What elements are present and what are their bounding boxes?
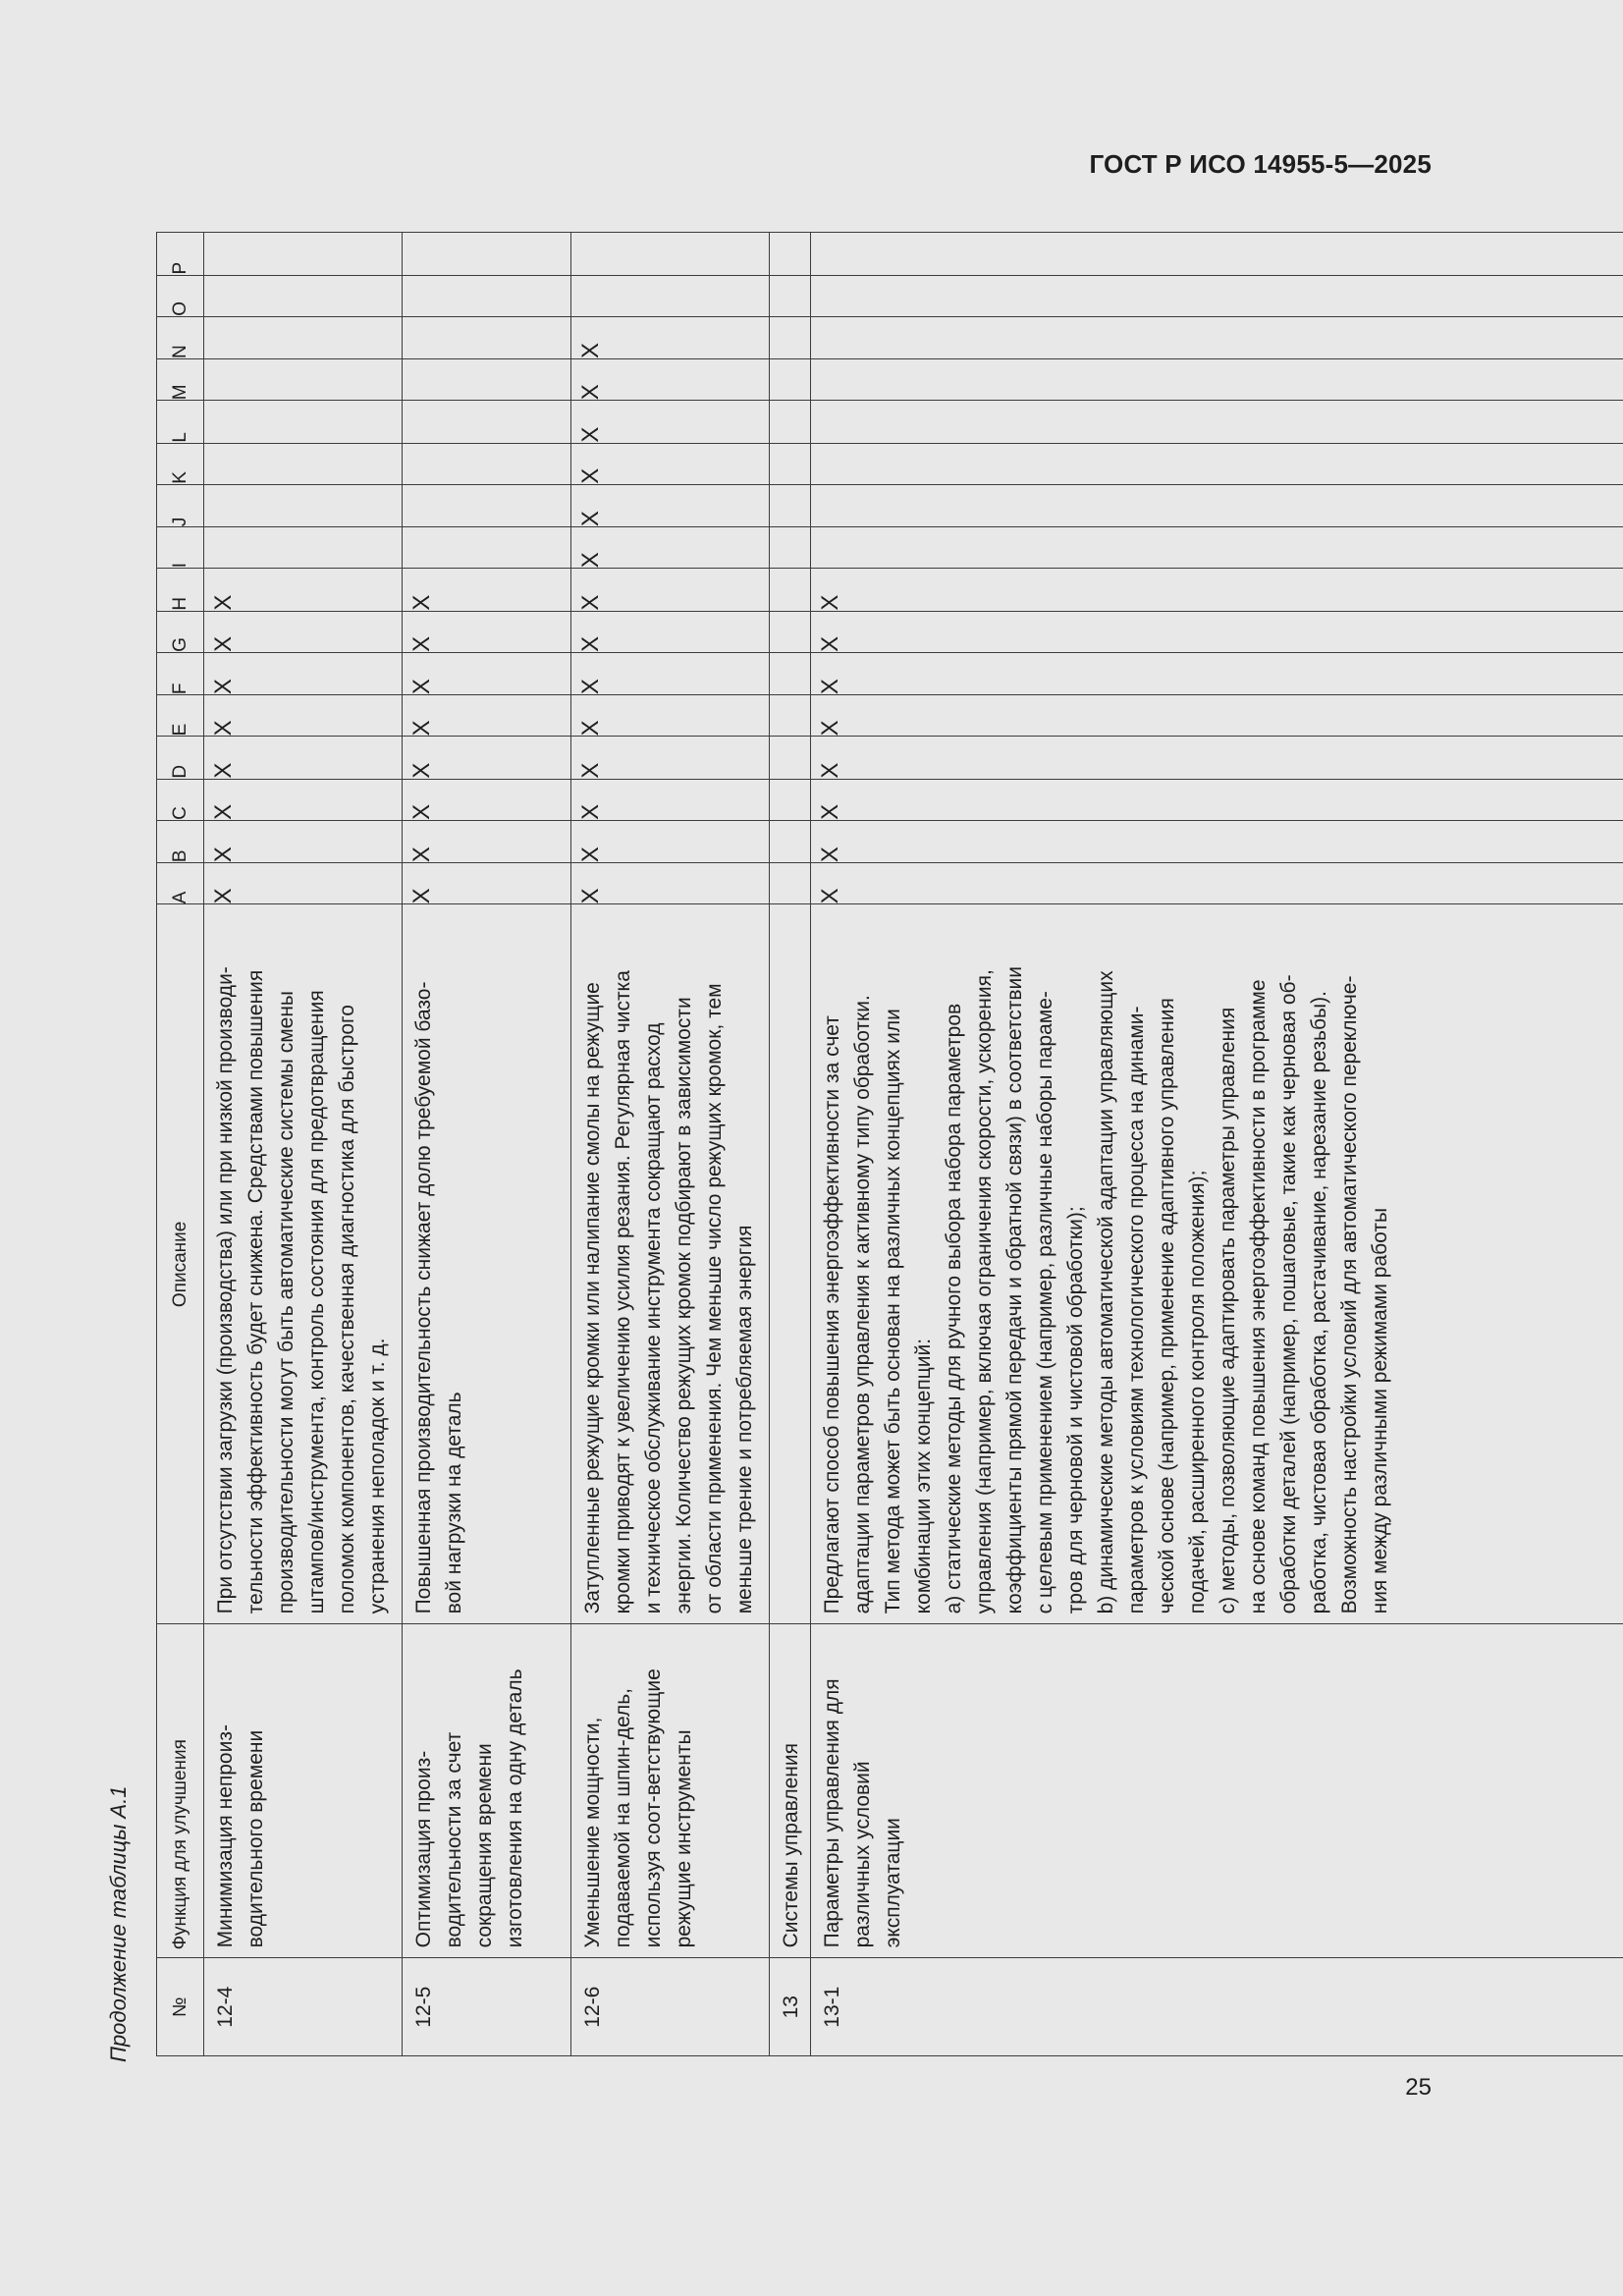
applicability-mark (770, 611, 811, 652)
col-header-letter: F (157, 652, 204, 694)
row-description (403, 904, 571, 1624)
row-number: 13-1 (811, 1958, 1623, 2056)
description-line: Затупленные режущие кромки или налипание смолы на режущие (581, 982, 604, 1614)
table-header-row (157, 233, 204, 2056)
applicability-mark (403, 233, 571, 276)
description-line: Тип метода может быть основан на различных концепциях или (882, 1009, 904, 1614)
applicability-mark: X (571, 820, 770, 862)
applicability-mark (204, 233, 403, 276)
applicability-mark: X (403, 820, 571, 862)
applicability-mark (403, 401, 571, 443)
table-row (204, 233, 403, 2056)
row-description (811, 904, 1623, 1624)
applicability-mark: X (811, 611, 1623, 652)
col-header-letter: O (157, 275, 204, 316)
applicability-mark: X (571, 569, 770, 611)
col-header-letter: C (157, 779, 204, 820)
applicability-mark (571, 233, 770, 276)
row-number: 12-4 (204, 1958, 403, 2056)
applicability-mark: X (811, 569, 1623, 611)
row-description (571, 904, 770, 1624)
description-line: комбинации этих концепций: (912, 1338, 935, 1614)
row-number: 13 (770, 1958, 811, 2056)
applicability-mark (770, 527, 811, 569)
applicability-mark: X (571, 737, 770, 779)
applicability-mark: X (571, 527, 770, 569)
applicability-mark (571, 275, 770, 316)
applicability-mark (811, 527, 1623, 569)
applicability-mark: X (403, 779, 571, 820)
description-line: кромки приводят к увеличению усилия резания. Регулярная чистка (612, 970, 634, 1614)
applicability-mark (770, 863, 811, 904)
row-description (770, 904, 811, 1624)
col-header-letter: G (157, 611, 204, 652)
applicability-mark (204, 275, 403, 316)
col-header-letter: D (157, 737, 204, 779)
applicability-mark (811, 484, 1623, 526)
row-function: Параметры управления для различных условий эксплуатации (811, 1624, 1623, 1958)
applicability-mark: X (204, 820, 403, 862)
applicability-mark (770, 695, 811, 737)
col-header-letter: J (157, 484, 204, 526)
description-line: коэффициенты прямой передачи и обратной связи) в соответствии (1003, 966, 1026, 1614)
applicability-mark (770, 737, 811, 779)
applicability-mark: X (571, 484, 770, 526)
applicability-mark: X (571, 695, 770, 737)
description-line: подачей, расширенного контроля положения); (1186, 1170, 1209, 1614)
applicability-mark: X (204, 695, 403, 737)
col-header-letter: A (157, 863, 204, 904)
applicability-mark (770, 359, 811, 401)
description-line: и техническое обслуживание инструмента сокращают расход (642, 1022, 665, 1614)
applicability-mark: X (204, 569, 403, 611)
applicability-mark: X (403, 737, 571, 779)
col-header-letter: L (157, 401, 204, 443)
applicability-mark (403, 443, 571, 484)
col-header-letter: B (157, 820, 204, 862)
applicability-mark: X (571, 359, 770, 401)
row-function: Минимизация непроиз-водительного времени (204, 1624, 403, 1958)
description-line: поломок компонентов, качественная диагностика для быстрого (336, 1005, 358, 1614)
description-line: обработки деталей (например, пошаговые, такие как черновая об- (1277, 974, 1300, 1614)
applicability-mark (403, 527, 571, 569)
applicability-mark (770, 275, 811, 316)
applicability-mark (204, 316, 403, 358)
applicability-mark (770, 652, 811, 694)
applicability-mark (204, 527, 403, 569)
col-header-description: Описание (157, 904, 204, 1624)
applicability-mark: X (204, 737, 403, 779)
applicability-mark: X (571, 779, 770, 820)
description-line: При отсутствии загрузки (производства) или при низкой производи- (214, 966, 237, 1614)
row-function: Системы управления (770, 1624, 811, 1958)
applicability-mark (811, 275, 1623, 316)
col-header-letter: N (157, 316, 204, 358)
col-header-letter: I (157, 527, 204, 569)
applicability-mark (770, 484, 811, 526)
applicability-mark (811, 359, 1623, 401)
applicability-mark: X (811, 695, 1623, 737)
description-line: штампов/инструмента, контроль состояния для предотвращения (305, 990, 328, 1614)
col-header-letter: M (157, 359, 204, 401)
applicability-mark: X (811, 820, 1623, 862)
description-line: ческой основе (например, применение адаптивного управления (1156, 998, 1178, 1614)
applicability-mark (770, 569, 811, 611)
table-body (204, 233, 1623, 2056)
table-row (811, 233, 1623, 2056)
applicability-mark: X (571, 863, 770, 904)
applicability-mark (770, 779, 811, 820)
applicability-mark: X (204, 652, 403, 694)
applicability-mark: X (571, 443, 770, 484)
page-number: 25 (1405, 2074, 1432, 2101)
applicability-mark (770, 443, 811, 484)
description-line: параметров к условиям технологического процесса на динами- (1125, 1006, 1148, 1614)
applicability-mark (204, 484, 403, 526)
table-row (403, 233, 571, 2056)
applicability-mark (403, 316, 571, 358)
description-line: Возможность настройки условий для автоматического переключе- (1338, 975, 1361, 1614)
description-line: Предлагают способ повышения энергоэффективности за счет (821, 1015, 843, 1614)
rotated-table-area (106, 0, 1391, 2062)
applicability-mark: X (811, 652, 1623, 694)
applicability-mark: X (571, 652, 770, 694)
document-header: ГОСТ Р ИСО 14955-5—2025 (1089, 149, 1432, 179)
applicability-mark (204, 401, 403, 443)
col-header-letter: E (157, 695, 204, 737)
applicability-mark: X (571, 611, 770, 652)
applicability-mark: X (204, 779, 403, 820)
applicability-mark (403, 275, 571, 316)
description-line: с целевым применением (например, различные наборы параме- (1034, 991, 1056, 1614)
col-header-letter: K (157, 443, 204, 484)
row-number: 12-6 (571, 1958, 770, 2056)
applicability-mark (770, 233, 811, 276)
description-line: тельности эффективность будет снижена. Средствами повышения (244, 969, 267, 1614)
col-header-function: Функция для улучшения (157, 1624, 204, 1958)
applicability-mark: X (204, 863, 403, 904)
applicability-mark (811, 233, 1623, 276)
applicability-mark (403, 484, 571, 526)
applicability-mark (770, 316, 811, 358)
description-line: b) динамические методы автоматической адаптации управляющих (1095, 970, 1117, 1614)
description-line: производительности могут быть автоматические системы смены (275, 990, 298, 1614)
row-function: Оптимизация произ-водительности за счет сокращения времени изготовления на одну деталь (403, 1624, 571, 1958)
applicability-mark (811, 401, 1623, 443)
description-line: тров для черновой и чистовой обработки); (1064, 1206, 1087, 1614)
description-line: энергии. Количество режущих кромок подбирают в зависимости (673, 997, 695, 1614)
col-header-letter: H (157, 569, 204, 611)
applicability-mark: X (811, 779, 1623, 820)
applicability-mark (811, 443, 1623, 484)
description-line: на основе команд повышения энергоэффективности в программе (1247, 979, 1270, 1614)
row-function: Уменьшение мощности, подаваемой на шпин-дель, используя соот-ветствующие режущие инструменты (571, 1624, 770, 1958)
description-line: c) методы, позволяющие адаптировать параметры управления (1217, 1007, 1239, 1614)
applicability-mark: X (403, 569, 571, 611)
description-line: от области применения. Чем меньше число режущих кромок, тем (703, 983, 726, 1614)
table-caption: Продолжение таблицы А.1 (106, 1785, 131, 2062)
applicability-mark: X (811, 737, 1623, 779)
applicability-mark (204, 359, 403, 401)
applicability-mark (403, 359, 571, 401)
applicability-mark: X (204, 611, 403, 652)
applicability-mark (770, 401, 811, 443)
applicability-mark (204, 443, 403, 484)
col-header-num: № (157, 1958, 204, 2056)
description-line: вой нагрузки на деталь (443, 1392, 465, 1614)
col-header-letter: P (157, 233, 204, 276)
table-row (770, 233, 811, 2056)
description-line: адаптации параметров управления к активному типу обработки. (851, 995, 874, 1614)
description-line: работка, чистовая обработка, растачивание, нарезание резьбы). (1308, 991, 1330, 1614)
description-line: a) статические методы для ручного выбора набора параметров (943, 1003, 965, 1614)
applicability-mark: X (811, 863, 1623, 904)
applicability-mark: X (571, 401, 770, 443)
applicability-mark (770, 820, 811, 862)
description-line: меньше трение и потребляемая энергия (733, 1225, 756, 1614)
applicability-mark: X (571, 316, 770, 358)
row-description (204, 904, 403, 1624)
applicability-mark: X (403, 611, 571, 652)
applicability-mark: X (403, 863, 571, 904)
description-line: ния между различными режимами работы (1369, 1207, 1391, 1614)
table-row (571, 233, 770, 2056)
description-line: Повышенная производительность снижает долю требуемой базо- (412, 981, 435, 1614)
description-line: управления (например, включая ограничения скорости, ускорения, (973, 969, 996, 1614)
applicability-mark: X (403, 695, 571, 737)
applicability-mark (811, 316, 1623, 358)
row-number: 12-5 (403, 1958, 571, 2056)
description-line: устранения неполадок и т. д. (366, 1338, 389, 1614)
applicability-mark: X (403, 652, 571, 694)
improvements-table (156, 232, 1623, 2056)
